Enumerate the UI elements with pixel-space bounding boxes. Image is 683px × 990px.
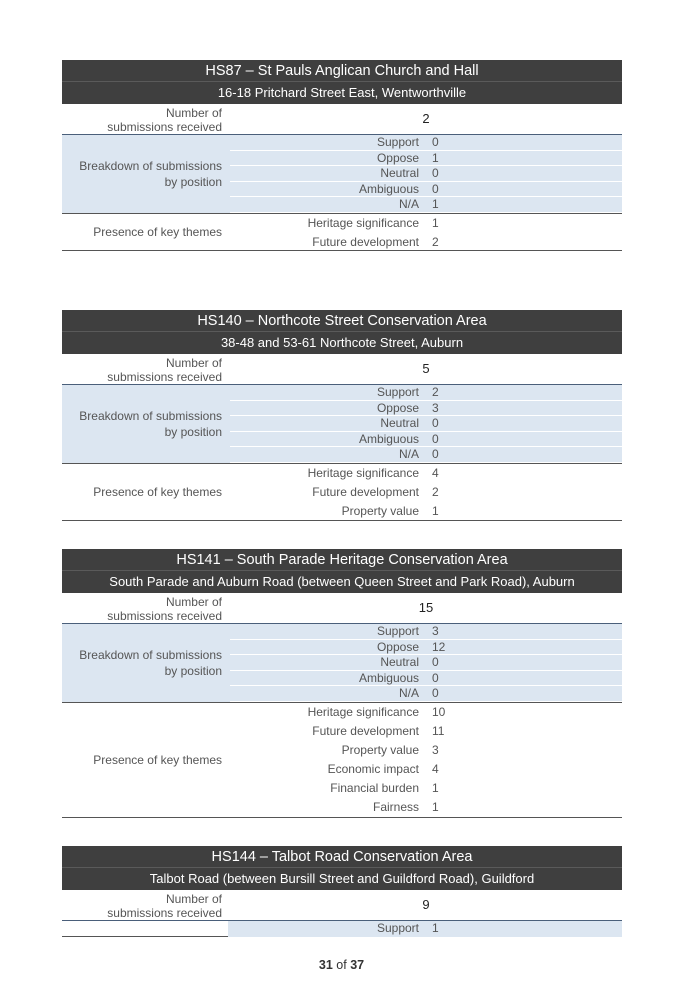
- position-row: Ambiguous 0: [230, 671, 622, 687]
- theme-row: Property value 1: [341, 504, 439, 518]
- position-row: Oppose 1: [230, 151, 622, 167]
- position-row: Support 0: [230, 135, 622, 151]
- site-address: 38-48 and 53-61 Northcote Street, Auburn: [62, 332, 622, 354]
- theme-row: Property value 3: [341, 743, 439, 757]
- count-value: 5: [422, 361, 430, 376]
- count-row: [62, 354, 622, 385]
- themes-section: [62, 214, 622, 251]
- theme-row: Heritage significance 4: [307, 466, 439, 480]
- site-address: 16-18 Pritchard Street East, Wentworthville: [62, 82, 622, 104]
- position-row: Oppose 3: [230, 401, 622, 417]
- site-title: HS87 – St Pauls Anglican Church and Hall: [62, 60, 622, 82]
- page-number: 31 of 37: [318, 958, 365, 972]
- count-label: Number of submissions received: [107, 892, 222, 920]
- themes-section: [62, 464, 622, 521]
- theme-row: Future development 2: [312, 235, 439, 249]
- count-label: Number of submissions received: [107, 356, 222, 384]
- position-row: Neutral 0: [230, 416, 622, 432]
- position-row: Oppose 12: [230, 640, 622, 656]
- position-row: Neutral 0: [230, 655, 622, 671]
- site-title: HS140 – Northcote Street Conservation Area: [62, 310, 622, 332]
- position-row: N/A 1: [230, 197, 622, 213]
- breakdown-label: Breakdown of submissions by position: [79, 409, 222, 439]
- breakdown-section: [62, 385, 622, 464]
- breakdown-section: [62, 624, 622, 703]
- site-title: HS141 – South Parade Heritage Conservation Area: [62, 549, 622, 571]
- count-row: [62, 104, 622, 135]
- site-address: South Parade and Auburn Road (between Queen Street and Park Road), Auburn: [62, 571, 622, 593]
- themes-label: Presence of key themes: [93, 753, 222, 767]
- position-row: Neutral 0: [230, 166, 622, 182]
- theme-row: Economic impact 4: [327, 762, 439, 776]
- breakdown-label: Breakdown of submissions by position: [79, 159, 222, 189]
- count-row: [62, 593, 622, 624]
- position-row: N/A 0: [230, 686, 622, 702]
- count-row: [62, 890, 622, 921]
- themes-section: [62, 703, 622, 818]
- position-row: Support 2: [230, 385, 622, 401]
- site-table: [62, 310, 622, 521]
- themes-label: Presence of key themes: [93, 485, 222, 499]
- site-table: [62, 549, 622, 818]
- position-row: Support 1: [376, 921, 439, 935]
- site-table: [62, 60, 622, 251]
- position-row: Ambiguous 0: [230, 182, 622, 198]
- theme-row: Fairness 1: [372, 800, 439, 814]
- breakdown-section: [62, 135, 622, 214]
- site-table: [62, 846, 622, 937]
- count-value: 9: [422, 897, 430, 912]
- theme-row: Heritage significance 10: [307, 705, 446, 719]
- position-row: N/A 0: [230, 447, 622, 463]
- count-label: Number of submissions received: [107, 106, 222, 134]
- themes-label: Presence of key themes: [93, 225, 222, 239]
- count-label: Number of submissions received: [107, 595, 222, 623]
- breakdown-label: Breakdown of submissions by position: [79, 648, 222, 678]
- position-row: Support 3: [230, 624, 622, 640]
- theme-row: Future development 11: [312, 724, 445, 738]
- count-value: 15: [418, 600, 434, 615]
- theme-row: Financial burden 1: [330, 781, 439, 795]
- site-title: HS144 – Talbot Road Conservation Area: [62, 846, 622, 868]
- theme-row: Future development 2: [312, 485, 439, 499]
- site-address: Talbot Road (between Bursill Street and Guildford Road), Guildford: [62, 868, 622, 890]
- breakdown-section: [62, 921, 622, 937]
- count-value: 2: [422, 111, 430, 126]
- position-row: Ambiguous 0: [230, 432, 622, 448]
- theme-row: Heritage significance 1: [307, 216, 439, 230]
